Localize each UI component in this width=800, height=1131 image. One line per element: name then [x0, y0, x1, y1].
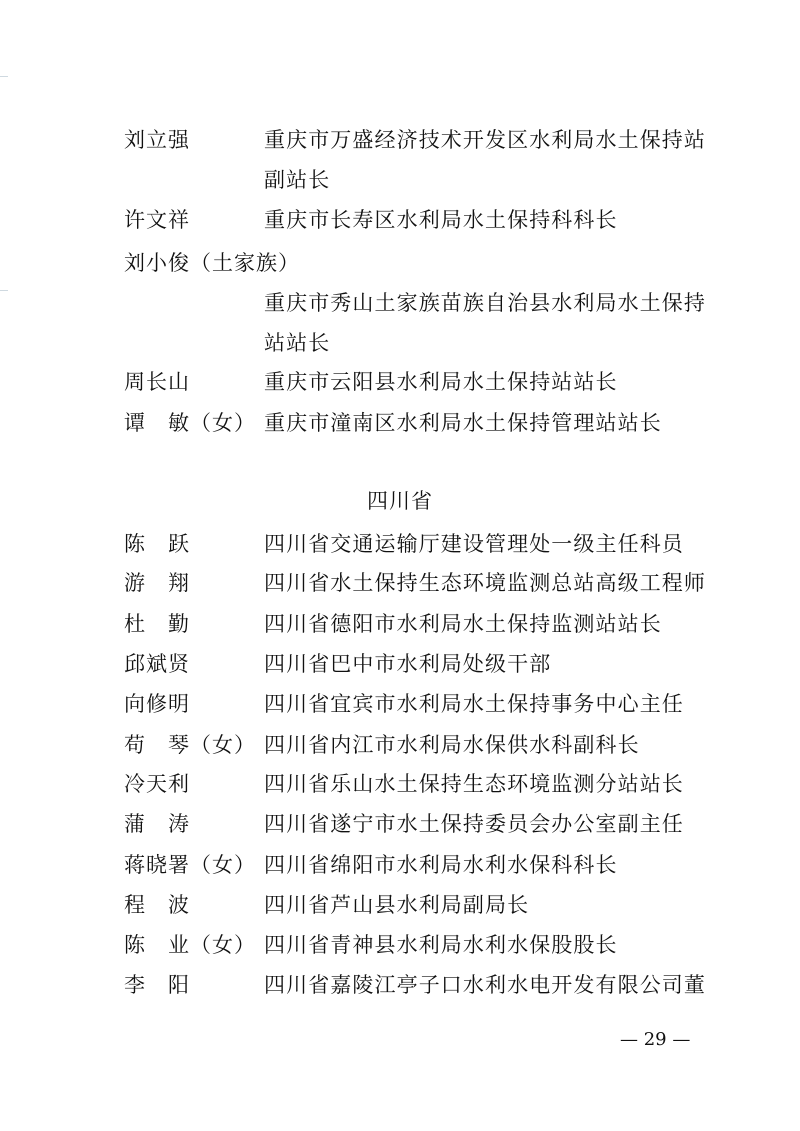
person-name: 周长山	[124, 370, 190, 394]
list-item	[0, 563, 800, 603]
person-title: 四川省芦山县水利局副局长	[264, 893, 530, 917]
list-item	[0, 684, 800, 724]
person-name: 蒲 涛	[124, 812, 190, 836]
person-title: 站站长	[264, 331, 331, 355]
person-name: 许文祥	[124, 208, 190, 232]
list-item	[0, 885, 800, 925]
list-item	[0, 725, 800, 765]
person-name: 蒋晓署（女）	[124, 853, 256, 877]
person-name: 刘小俊（土家族）	[124, 251, 300, 275]
list-item	[0, 524, 800, 564]
person-title: 重庆市云阳县水利局水土保持站站长	[264, 370, 618, 394]
person-name: 游 翔	[124, 571, 190, 595]
person-title: 四川省内江市水利局水保供水科副科长	[264, 733, 640, 757]
person-title: 四川省宜宾市水利局水土保持事务中心主任	[264, 692, 684, 716]
page-number: — 29 —	[620, 1029, 691, 1050]
list-item	[0, 200, 800, 240]
person-title: 四川省交通运输厅建设管理处一级主任科员	[264, 532, 684, 556]
person-name: 冷天利	[124, 772, 190, 796]
person-name: 程 波	[124, 893, 190, 917]
list-item	[0, 283, 800, 323]
list-item	[0, 243, 800, 283]
list-item	[0, 604, 800, 644]
person-name: 李 阳	[124, 973, 190, 997]
list-item	[0, 403, 800, 443]
person-title: 副站长	[264, 168, 331, 192]
person-title: 重庆市秀山土家族苗族自治县水利局水土保持	[264, 291, 706, 315]
person-title: 重庆市长寿区水利局水土保持科科长	[264, 208, 618, 232]
list-item	[0, 160, 800, 200]
person-title: 四川省乐山水土保持生态环境监测分站站长	[264, 772, 684, 796]
list-item	[0, 644, 800, 684]
person-title: 四川省嘉陵江亭子口水利水电开发有限公司董	[264, 973, 706, 997]
person-title: 四川省青神县水利局水利水保股股长	[264, 933, 618, 957]
list-item	[0, 804, 800, 844]
person-name: 陈 跃	[124, 532, 190, 556]
person-title: 四川省水土保持生态环境监测总站高级工程师	[264, 571, 706, 595]
person-title: 四川省绵阳市水利局水利水保科科长	[264, 853, 618, 877]
list-item	[0, 323, 800, 363]
person-title: 四川省德阳市水利局水土保持监测站站长	[264, 612, 662, 636]
person-title: 重庆市潼南区水利局水土保持管理站站长	[264, 411, 662, 435]
person-title: 重庆市万盛经济技术开发区水利局水土保持站	[264, 128, 706, 152]
list-item	[0, 965, 800, 1005]
person-name: 陈 业（女）	[124, 933, 256, 957]
person-name: 谭 敏（女）	[124, 411, 256, 435]
person-name: 杜 勤	[124, 612, 190, 636]
list-item	[0, 362, 800, 402]
section-heading: 四川省	[367, 489, 433, 513]
list-item	[0, 120, 800, 160]
person-name: 刘立强	[124, 128, 190, 152]
person-title: 四川省遂宁市水土保持委员会办公室副主任	[264, 812, 684, 836]
person-name: 苟 琴（女）	[124, 733, 256, 757]
list-item	[0, 764, 800, 804]
person-name: 邱斌贤	[124, 652, 190, 676]
scan-edge-mark	[0, 76, 8, 77]
list-item	[0, 925, 800, 965]
person-title: 四川省巴中市水利局处级干部	[264, 652, 552, 676]
person-name: 向修明	[124, 692, 190, 716]
list-item	[0, 845, 800, 885]
